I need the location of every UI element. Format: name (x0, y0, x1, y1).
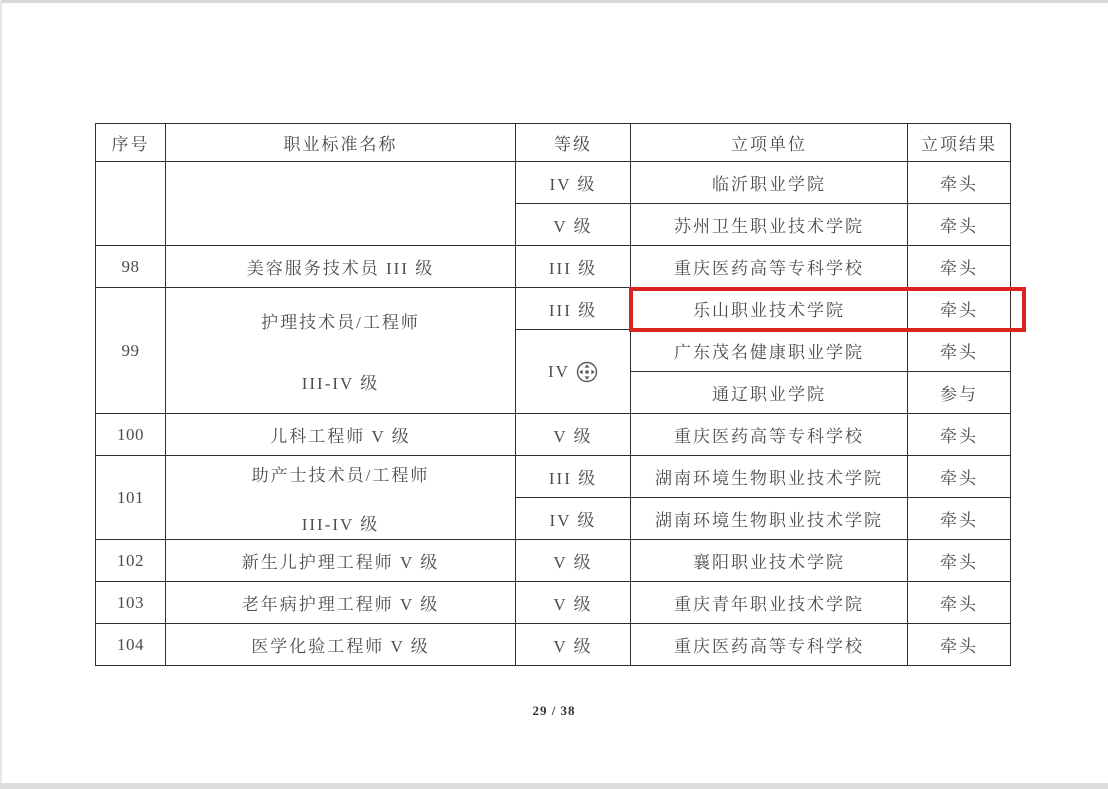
name-line-1: 助产士技术员/工程师 (251, 465, 430, 485)
cell-level: V 级 (516, 204, 631, 246)
header-level: 等级 (516, 124, 631, 162)
cell-level (516, 330, 631, 414)
cell-result: 牵头 (908, 456, 1011, 498)
cell-unit: 重庆医药高等专科学校 (631, 246, 908, 288)
cell-serial (96, 162, 166, 246)
cell-result: 牵头 (908, 540, 1011, 582)
header-unit: 立项单位 (631, 124, 908, 162)
cell-serial: 98 (96, 246, 166, 288)
cell-unit: 通辽职业学院 (631, 372, 908, 414)
cell-result: 牵头 (908, 582, 1011, 624)
cell-level: III 级 (516, 288, 631, 330)
cell-result: 牵头 (908, 624, 1011, 666)
page-bottom-edge (0, 783, 1108, 789)
cell-name (166, 162, 516, 246)
cell-level: V 级 (516, 414, 631, 456)
cell-level: IV 级 (516, 162, 631, 204)
cell-result: 牵头 (908, 498, 1011, 540)
table-row (96, 624, 1011, 666)
cell-unit: 湖南环境生物职业技术学院 (631, 498, 908, 540)
cell-result: 牵头 (908, 162, 1011, 204)
cell-serial: 102 (96, 540, 166, 582)
cell-result: 参与 (908, 372, 1011, 414)
name-line-1: 护理技术员/工程师 (261, 312, 420, 332)
cell-level: V 级 (516, 624, 631, 666)
cell-name: 老年病护理工程师 V 级 (166, 582, 516, 624)
header-serial: 序号 (96, 124, 166, 162)
table-row-highlighted (96, 288, 1011, 330)
name-line-2: III-IV 级 (301, 514, 380, 534)
cell-unit: 重庆青年职业技术学院 (631, 582, 908, 624)
table-row (96, 456, 1011, 498)
header-standard-name: 职业标准名称 (166, 124, 516, 162)
cell-serial: 99 (96, 288, 166, 414)
cell-result: 牵头 (908, 204, 1011, 246)
cell-level: IV 级 (516, 498, 631, 540)
cell-level: V 级 (516, 582, 631, 624)
cell-name: 医学化验工程师 V 级 (166, 624, 516, 666)
cell-serial: 103 (96, 582, 166, 624)
cell-name (166, 288, 516, 414)
cell-result: 牵头 (908, 330, 1011, 372)
cell-result-highlighted: 牵头 (908, 288, 1011, 330)
cell-unit: 襄阳职业技术学院 (631, 540, 908, 582)
table-row (96, 582, 1011, 624)
cell-name: 新生儿护理工程师 V 级 (166, 540, 516, 582)
cell-unit-highlighted: 乐山职业技术学院 (631, 288, 908, 330)
cell-serial: 101 (96, 456, 166, 540)
cell-result: 牵头 (908, 246, 1011, 288)
cell-unit: 湖南环境生物职业技术学院 (631, 456, 908, 498)
page-left-edge (0, 0, 2, 789)
cell-name: 美容服务技术员 III 级 (166, 246, 516, 288)
cell-unit: 重庆医药高等专科学校 (631, 624, 908, 666)
cell-level: V 级 (516, 540, 631, 582)
cell-unit: 苏州卫生职业技术学院 (631, 204, 908, 246)
table-row (96, 414, 1011, 456)
cell-unit: 重庆医药高等专科学校 (631, 414, 908, 456)
header-result: 立项结果 (908, 124, 1011, 162)
auto-scroll-icon (576, 361, 598, 383)
table-header-row (96, 124, 1011, 162)
table-row (96, 246, 1011, 288)
cell-result: 牵头 (908, 414, 1011, 456)
cell-serial: 100 (96, 414, 166, 456)
table-row (96, 540, 1011, 582)
level-text: IV (548, 361, 570, 381)
cell-level: III 级 (516, 246, 631, 288)
page-top-edge (0, 0, 1108, 3)
cell-serial: 104 (96, 624, 166, 666)
table-row (96, 162, 1011, 204)
cell-level: III 级 (516, 456, 631, 498)
project-approval-table (95, 123, 1011, 666)
name-line-2: III-IV 级 (301, 373, 380, 393)
cell-name: 儿科工程师 V 级 (166, 414, 516, 456)
cell-unit: 临沂职业学院 (631, 162, 908, 204)
cell-unit: 广东茂名健康职业学院 (631, 330, 908, 372)
page-number: 29 / 38 (532, 703, 576, 718)
cell-name (166, 456, 516, 540)
